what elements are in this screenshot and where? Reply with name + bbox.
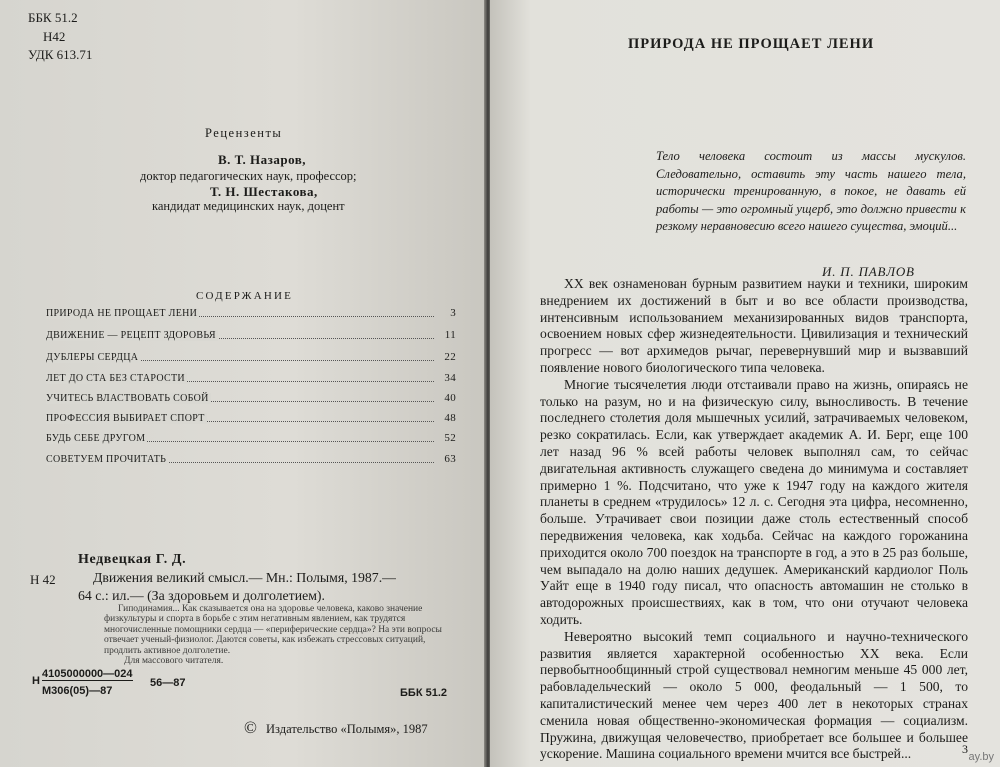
reviewer-2-name: Т. Н. Шестакова, xyxy=(210,184,318,199)
catalog-line-2: 64 с.: ил.— (За здоровьем и долголетием). xyxy=(78,588,325,603)
annotation-audience: Для массового читателя. xyxy=(124,656,224,666)
toc-item-page: 11 xyxy=(444,329,456,341)
toc-item-page: 34 xyxy=(444,372,456,384)
formula-pages: 56—87 xyxy=(150,677,186,689)
toc-item[interactable] xyxy=(46,409,456,427)
toc-item-title: БУДЬ СЕБЕ ДРУГОМ xyxy=(46,433,146,444)
toc-item-title: УЧИТЕСЬ ВЛАСТВОВАТЬ СОБОЙ xyxy=(46,393,209,404)
reviewers-heading: Рецензенты xyxy=(205,126,283,140)
bbk-code: ББК 51.2 xyxy=(28,10,78,25)
paragraph: XX век ознаменован бурным развитием науки и техники, широким внедрением их достижений в быт и во все области производства, интенсивным использованием механизированных видов транспорта, освоением новых сфер жизнедеятельности. Цивилизация и технический прогресс — вот архимедов рычаг, перевернувший мир и вызвавший появление нового биологического типа человека. xyxy=(540,276,968,375)
catalog-line-1: Движения великий смысл.— Мн.: Полымя, 1987.— xyxy=(93,570,396,585)
reviewer-1-name: В. Т. Назаров, xyxy=(218,152,307,167)
toc-item-title: ПРИРОДА НЕ ПРОЩАЕТ ЛЕНИ xyxy=(46,308,198,319)
toc-item-page: 40 xyxy=(444,392,456,404)
page-number: 3 xyxy=(962,742,968,756)
toc-item-page: 22 xyxy=(444,351,456,363)
formula-numerator: 4105000000—024 xyxy=(42,668,133,680)
left-page xyxy=(0,0,486,767)
copyright-icon: © xyxy=(244,718,257,737)
author-name: Недвецкая Г. Д. xyxy=(78,552,187,567)
epigraph-author: И. П. ПАВЛОВ xyxy=(822,264,915,279)
paragraph: Невероятно высокий темп социального и научно-технического развития является характерной особенностью XX века. Если первобытнообщинный строй существовал немногим меньше 45 000 лет, рабовладельческий — около 5 000, феодальный — 1 500, то капиталистический менее чем через 400 лет в некоторых странах сменила новая общественно-экономическая формация — социализм. Пружина, движущая человечество, приобретает все большее и большее ускорение. Машина социального времени мчится все быстрей... xyxy=(540,628,968,762)
toc-item-title: ДВИЖЕНИЕ — РЕЦЕПТ ЗДОРОВЬЯ xyxy=(46,330,216,341)
reviewer-1-title: доктор педагогических наук, профессор; xyxy=(140,169,357,183)
toc-item[interactable] xyxy=(46,429,456,447)
toc-item-page: 52 xyxy=(444,432,456,444)
toc-item-page: 3 xyxy=(450,307,456,319)
toc-item-page: 63 xyxy=(444,453,456,465)
chapter-title: ПРИРОДА НЕ ПРОЩАЕТ ЛЕНИ xyxy=(628,36,875,52)
toc-item-title: СОВЕТУЕМ ПРОЧИТАТЬ xyxy=(46,454,167,465)
toc-item-page: 48 xyxy=(444,412,456,424)
catalog-code: Н 42 xyxy=(30,572,56,587)
epigraph-text: Тело человека состоит из массы мускулов. Следовательно, оставить эту часть нашего тела, исторически тренированную, в покое, не давать ей работы — это огромный ущерб, это должно привести к резкому неравновесию всего нашего существа, эмоций... xyxy=(656,149,966,234)
toc-item[interactable] xyxy=(46,304,456,322)
watermark: ay.by xyxy=(968,751,994,763)
formula-denominator: М306(05)—87 xyxy=(42,685,113,697)
toc-item-title: ДУБЛЕРЫ СЕРДЦА xyxy=(46,352,139,363)
udk-code: УДК 613.71 xyxy=(28,47,93,62)
annotation-text: Гиподинамия... Как сказывается она на здоровье человека, каково значение физкультуры и спорта в борьбе с этим негативным явлением, как трудятся многочисленные помощники сердца — «периферические сердца»? На эти вопросы отвечает ученый-физиолог. Даются советы, как избежать стрессовых ситуаций, продлить активное долголетие. xyxy=(104,604,442,656)
bbk-bottom: ББК 51.2 xyxy=(400,687,447,699)
toc-item[interactable] xyxy=(46,389,456,407)
toc-item-title: ПРОФЕССИЯ ВЫБИРАЕТ СПОРТ xyxy=(46,413,205,424)
formula-letter: Н xyxy=(32,675,40,687)
reviewer-2-title: кандидат медицинских наук, доцент xyxy=(152,199,345,213)
toc-item[interactable] xyxy=(46,348,456,366)
toc-item[interactable] xyxy=(46,450,456,468)
toc-item-title: ЛЕТ ДО СТА БЕЗ СТАРОСТИ xyxy=(46,373,185,384)
copyright-text: Издательство «Полымя», 1987 xyxy=(266,722,428,736)
toc-item[interactable] xyxy=(46,369,456,387)
toc-item[interactable] xyxy=(46,326,456,344)
paragraph: Многие тысячелетия люди отстаивали право на жизнь, опираясь не только на разум, но и на физическую силу, выносливость. В течение последнего столетия доля мышечных усилий, затрачиваемых человеком, резко сократилась. Если, как утверждает академик А. И. Берг, еще 100 лет назад 96 % всей работы человек выполнял сам, то сейчас двигательная активность служащего сведена до минимума и составляет примерно 1 %. Подсчитано, что уже к 1947 году на каждого жителя планеты в среднем «трудилось» 12 л. с. Сегодня эта цифра, несомненно, больше. Утрачивает свои позиции даже столь естественный способ передвижения человека, как ходьба. Сейчас на каждого горожанина приходится около 700 поездок на транспорте в год, а это в 25 раз больше, чем выпадало на долю наших дедушек. Американский кардиолог Поль Уайт еще в 1940 году писал, что опасность автомашин не столько в автодорожных происшествиях, как в том, что они отучают человека ходить. xyxy=(540,376,968,627)
catalog-index: Н42 xyxy=(43,29,66,44)
toc-heading: СОДЕРЖАНИЕ xyxy=(196,290,294,302)
body-text xyxy=(540,276,968,763)
